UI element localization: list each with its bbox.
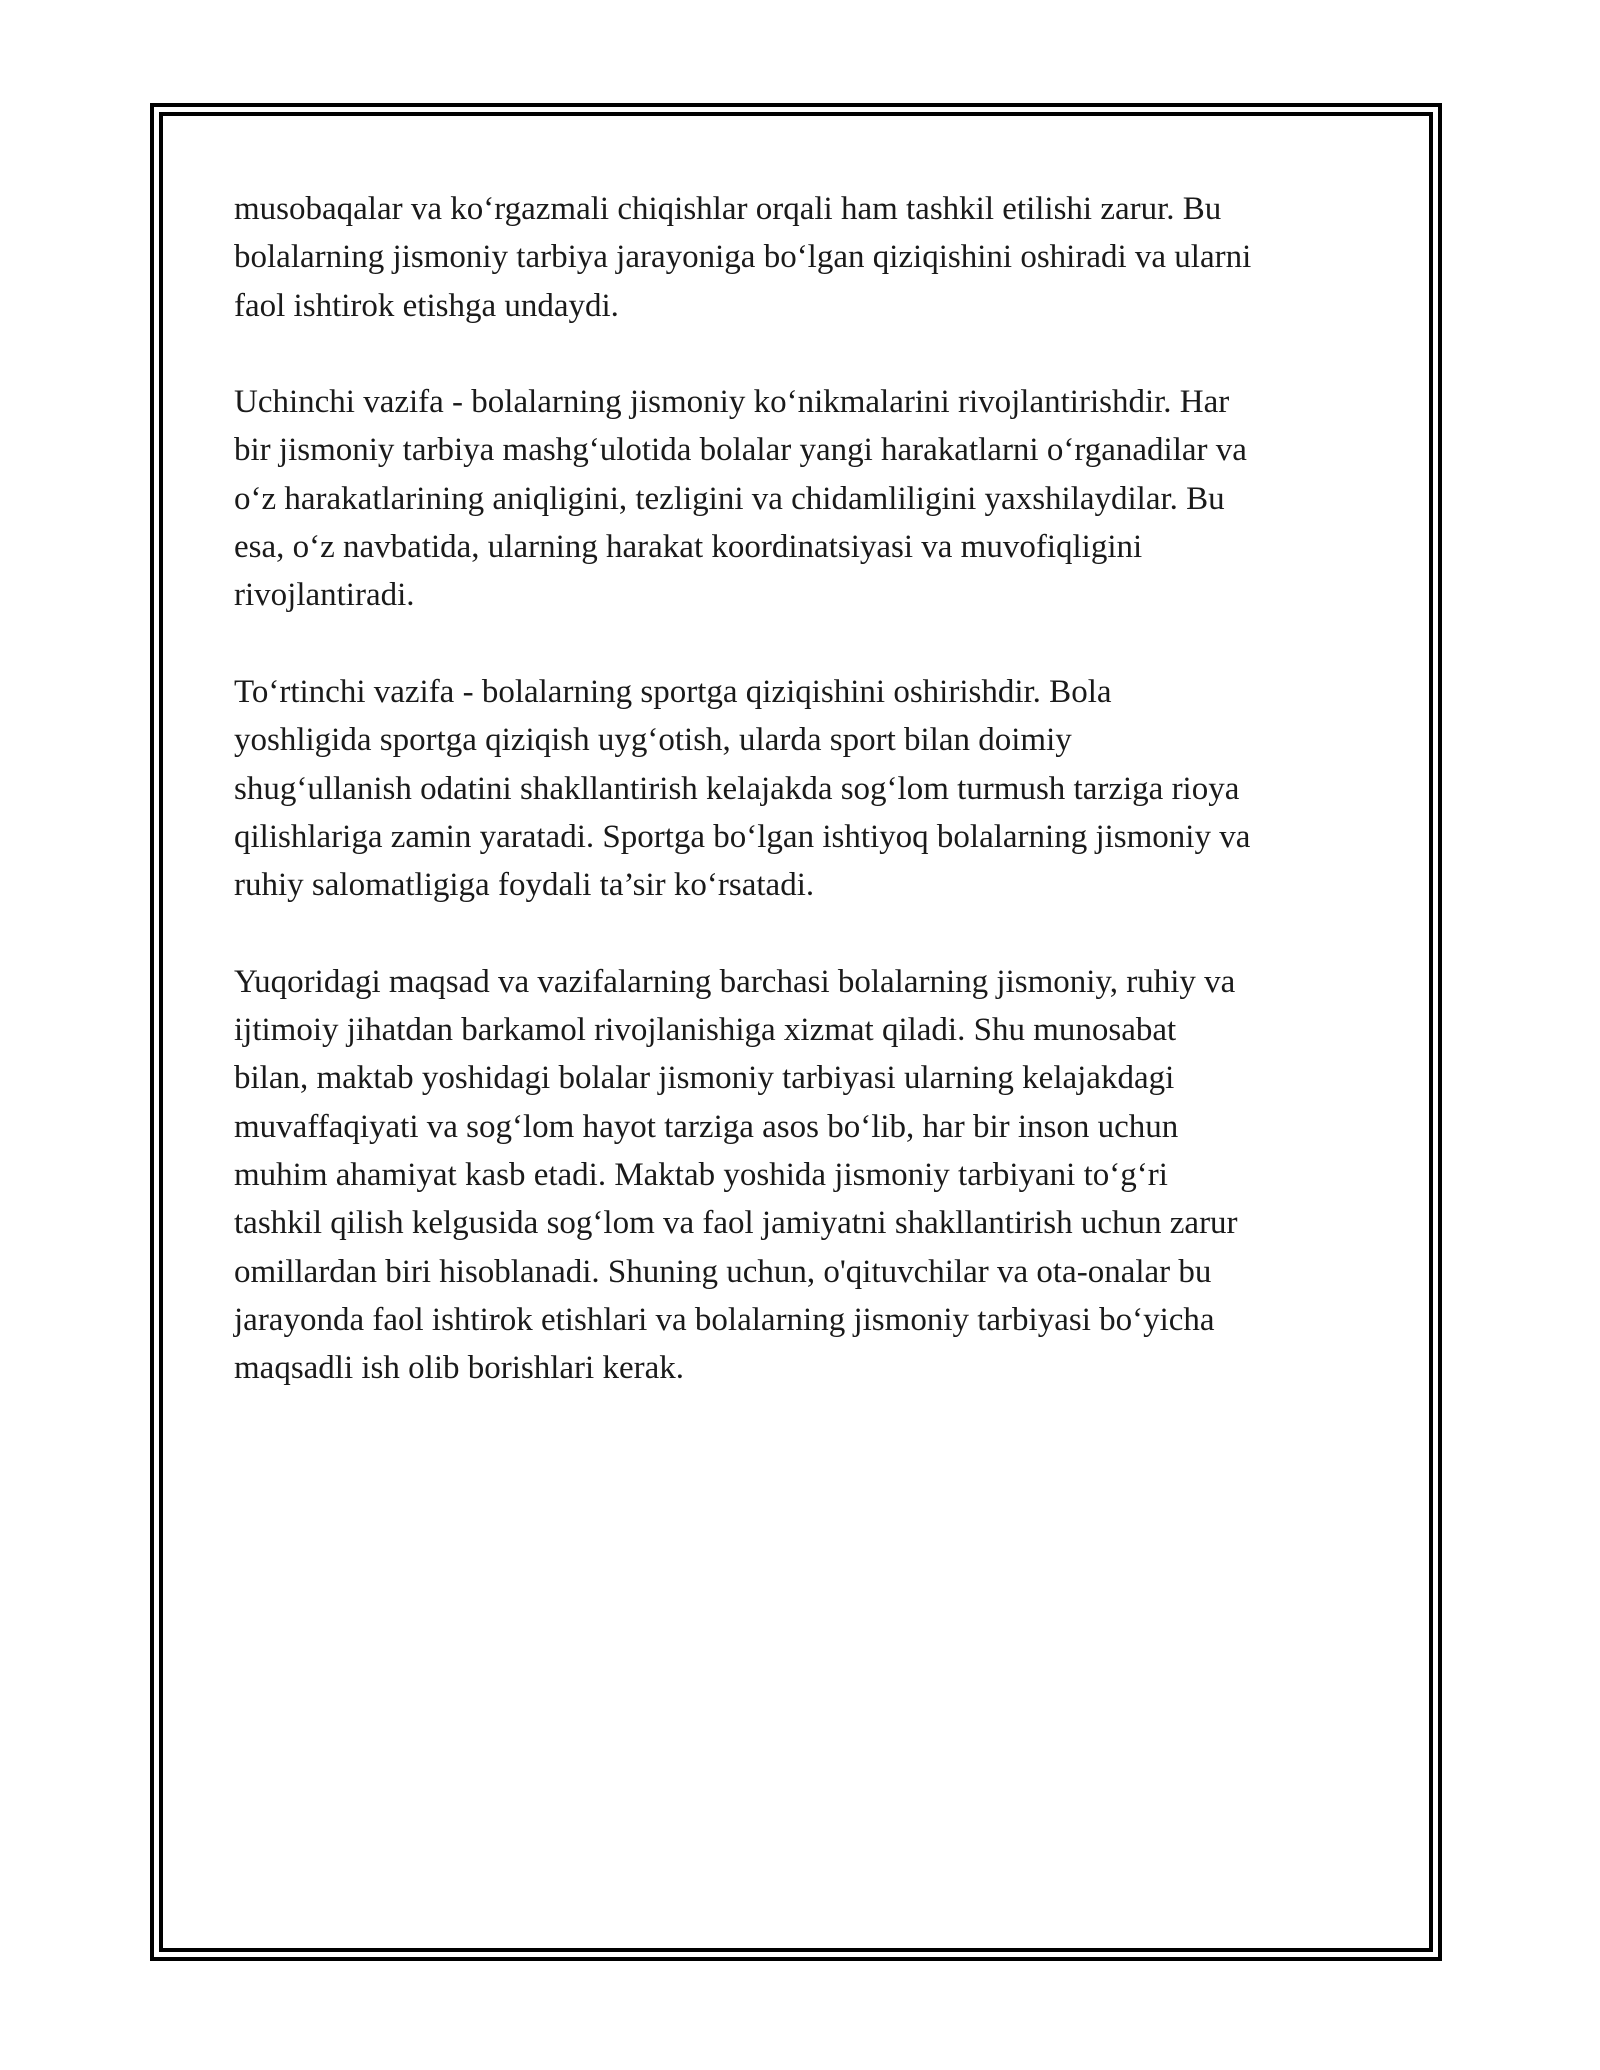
text-line: esa, o‘z navbatida, ularning harakat koordinatsiyasi va muvofiqligini [234,529,1143,566]
text-line: jarayonda faol ishtirok etishlari va bolalarning jismoniy tarbiyasi bo‘yicha [234,1301,1215,1338]
text-line: maqsadli ish olib borishlari kerak. [234,1350,684,1387]
paragraph-2 [234,378,1374,619]
document-body [234,185,1374,1441]
text-line: shug‘ullanish odatini shakllantirish kelajakda sog‘lom turmush tarziga rioya [234,770,1240,807]
text-line: o‘z harakatlarining aniqligini, tezligini va chidamliligini yaxshilaydilar. Bu [234,480,1225,517]
text-line: qilishlariga zamin yaratadi. Sportga bo‘lgan ishtiyoq bolalarning jismoniy va [234,818,1251,855]
text-line: tashkil qilish kelgusida sog‘lom va faol jamiyatni shakllantirish uchun zarur [234,1205,1238,1242]
text-line: muvaffaqiyati va sog‘lom hayot tarziga asos bo‘lib, har bir inson uchun [234,1108,1179,1145]
text-line: yoshligida sportga qiziqish uyg‘otish, ularda sport bilan doimiy [234,722,1072,759]
text-line: bir jismoniy tarbiya mashg‘ulotida bolalar yangi harakatlarni o‘rganadilar va [234,432,1247,469]
text-line: To‘rtinchi vazifa - bolalarning sportga qiziqishini oshirishdir. Bola [234,673,1112,710]
paragraph-3 [234,668,1374,909]
text-line: ijtimoiy jihatdan barkamol rivojlanishiga xizmat qiladi. Shu munosabat [234,1012,1177,1049]
text-line: rivojlantiradi. [234,577,415,614]
text-line: musobaqalar va ko‘rgazmali chiqishlar orqali ham tashkil etilishi zarur. Bu [234,191,1222,227]
paragraph-4 [234,958,1374,1393]
paragraph-1 [234,185,1374,330]
text-line: muhim ahamiyat kasb etadi. Maktab yoshida jismoniy tarbiyani to‘g‘ri [234,1156,1168,1193]
text-line: Yuqoridagi maqsad va vazifalarning barchasi bolalarning jismoniy, ruhiy va [234,963,1236,1000]
text-line: bilan, maktab yoshidagi bolalar jismoniy tarbiyasi ularning kelajakdagi [234,1060,1175,1097]
text-line: omillardan biri hisoblanadi. Shuning uchun, o'qituvchilar va ota-onalar bu [234,1253,1212,1290]
text-line: ruhiy salomatligiga foydali ta’sir ko‘rsatadi. [234,867,815,904]
text-line: bolalarning jismoniy tarbiya jarayoniga bo‘lgan qiziqishini oshiradi va ularni [234,239,1252,276]
text-line: Uchinchi vazifa - bolalarning jismoniy ko‘nikmalarini rivojlantirishdir. Har [234,384,1230,421]
text-line: faol ishtirok etishga undaydi. [234,287,619,324]
